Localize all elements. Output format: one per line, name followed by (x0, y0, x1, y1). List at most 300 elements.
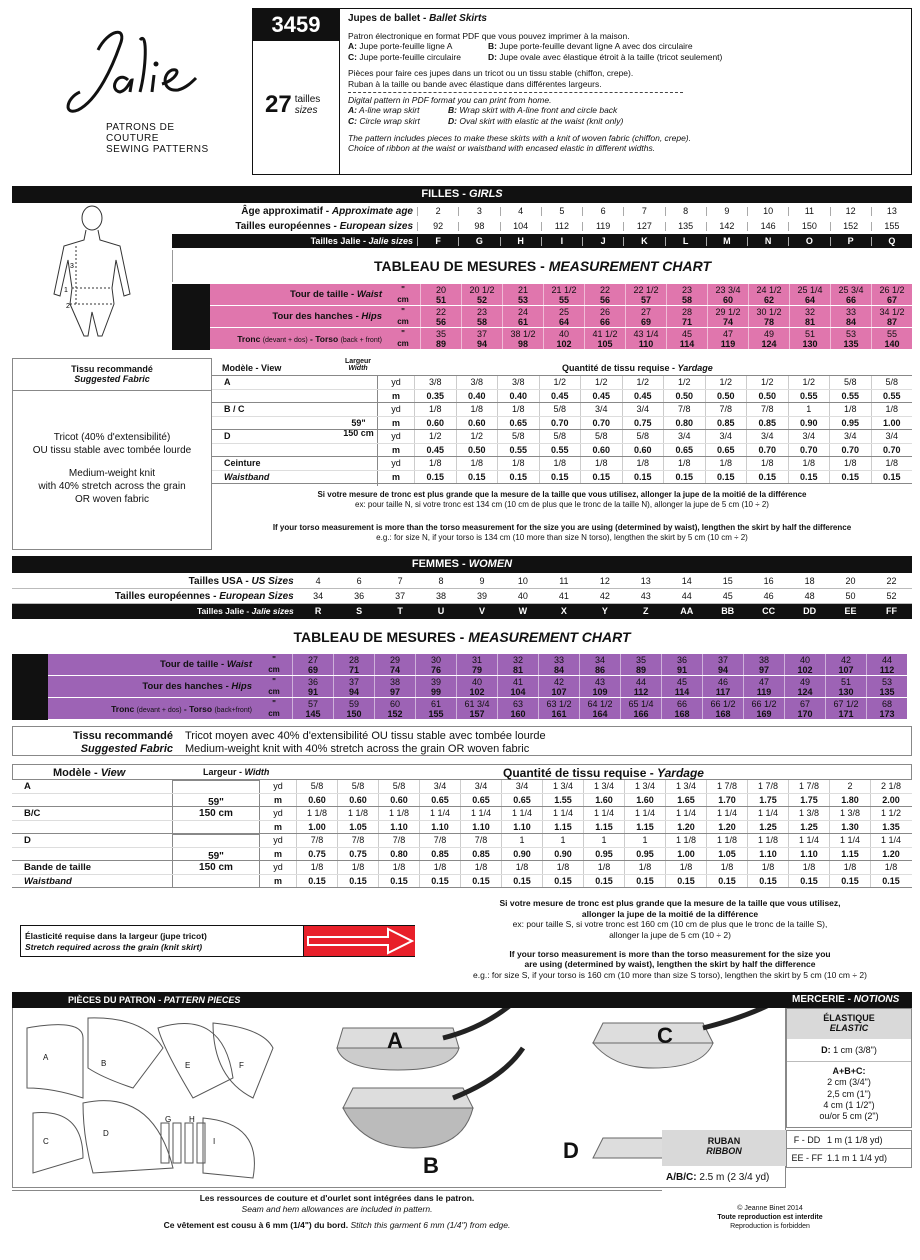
size-cell: 34 (313, 591, 324, 601)
yardage-cell: 2 1/8 (870, 780, 911, 793)
yardage-cell: 3/4 (501, 780, 542, 793)
yardage-cell: 1 1/4 (788, 834, 829, 847)
yardage-cell: 1 3/4 (583, 780, 624, 793)
yardage-cell: 1 1/8 (706, 834, 747, 847)
yardage-cell: 0.45 (539, 390, 581, 403)
measurement-cell: 30 1/2 78 (748, 306, 789, 327)
sizes-count: 27 (265, 91, 292, 118)
size-cell: 48 (804, 591, 815, 601)
yardage-cell: 0.70 (788, 444, 830, 457)
size-cell: U (437, 606, 445, 616)
measurement-cell: 22 1/2 57 (625, 284, 666, 305)
yardage-cell: 0.15 (870, 875, 911, 888)
yardage-cell: 0.15 (580, 471, 622, 484)
yardage-cell: 1.60 (624, 794, 665, 807)
yardage-cell: 1/8 (747, 861, 788, 874)
measurement-row: Tronc (devant + dos) - Torso (back + front) " cm 35 89 37 94 38 1/2 98 40 102 41 1/2 105 43 1/4 110 45 114 47 119 49 124 51 130 53 135 55 140 (172, 328, 912, 350)
view-label (12, 848, 172, 861)
yardage-cell: 0.15 (296, 875, 337, 888)
measurement-cell: 25 1/4 64 (789, 284, 830, 305)
seam-note: Les ressources de couture et d'ourlet sont intégrées dans le patron. Seam and hem allowances are included in pattern. (12, 1190, 662, 1215)
size-cell: L (665, 237, 706, 246)
yardage-cell: 1 1/8 (296, 807, 337, 820)
yardage-cell: 1/8 (665, 861, 706, 874)
yardage-cell: 1.20 (870, 848, 911, 861)
yardage-cell: 1 1/8 (378, 807, 419, 820)
yardage-cell: 0.35 (414, 390, 456, 403)
yardage-cell: 0.80 (663, 417, 705, 430)
yardage-cell: 1/8 (296, 861, 337, 874)
yardage-cell: 1/2 (539, 376, 581, 389)
size-cell: 11 (559, 576, 569, 586)
yardage-cell: 1/8 (419, 861, 460, 874)
yardage-cell: 1 (788, 403, 830, 416)
yardage-cell: 0.85 (460, 848, 501, 861)
yardage-cell: 0.15 (705, 471, 747, 484)
yardage-cell: 1/8 (829, 457, 871, 470)
measurement-cell: 45 114 (666, 328, 707, 349)
measurement-cell: 63 160 (497, 698, 538, 719)
yardage-cell: 0.55 (871, 390, 913, 403)
yardage-cell: 3/4 (705, 430, 747, 443)
size-cell: 9 (479, 576, 485, 586)
girls-fabric-box: Tissu recommandé Suggested Fabric Tricot (40% d'extensibilité) OU tissu stable avec tombée lourde Medium-weight knit with 40% stretch across the grain OR woven fabric (12, 358, 212, 550)
girls-bar: FILLES - GIRLS (12, 186, 912, 203)
measurement-cell: 20 51 (420, 284, 461, 305)
size-cell: 50 (845, 591, 856, 601)
size-cell: T (397, 606, 403, 616)
size-cell: 36 (354, 591, 365, 601)
measurement-cell: 42 107 (538, 676, 579, 697)
yardage-cell: 0.70 (871, 444, 913, 457)
title-en: Ballet Skirts (429, 13, 487, 24)
yardage-cell: 0.70 (580, 417, 622, 430)
yardage-cell: 1/8 (583, 861, 624, 874)
women-width-2: 59" 150 cm (172, 834, 260, 888)
yardage-cell: 1.15 (829, 848, 870, 861)
yardage-cell: 1 3/4 (542, 780, 583, 793)
yardage-cell: 1 3/8 (829, 807, 870, 820)
view-label: Bande de taille (24, 862, 92, 873)
yardage-cell: 1/8 (829, 403, 871, 416)
yardage-cell: 7/8 (705, 403, 747, 416)
size-cell: 18 (804, 576, 815, 586)
size-cell: 112 (541, 222, 582, 231)
yardage-cell: 1 (583, 834, 624, 847)
stretch-arrow-icon (303, 926, 415, 956)
desc-en-2: The pattern includes pieces to make these skirts with a knit of woven fabric (chiffon, crepe). (348, 132, 691, 143)
size-cell: O (788, 237, 829, 246)
measurement-cell: 36 91 (661, 654, 702, 675)
measurement-cell: 60 152 (374, 698, 415, 719)
yardage-cell: 0.90 (542, 848, 583, 861)
yardage-cell: 0.15 (829, 875, 870, 888)
yardage-cell: 0.55 (497, 444, 539, 457)
yardage-cell: 1.10 (747, 848, 788, 861)
size-cell: 43 (640, 591, 651, 601)
size-cell: 22 (886, 576, 897, 586)
desc-en-3: Choice of ribbon at the waist or waistband with encased elastic in different widths. (348, 143, 656, 154)
yardage-cell: 0.50 (705, 390, 747, 403)
yardage-cell: 0.60 (580, 444, 622, 457)
measurement-cell: 24 61 (502, 306, 543, 327)
measurement-cell: 66 1/2 169 (743, 698, 784, 719)
yardage-cell: 5/8 (622, 430, 664, 443)
yardage-cell: 1.10 (460, 821, 501, 834)
view-label: Waistband (24, 875, 72, 887)
measurement-cell: 39 99 (415, 676, 456, 697)
size-cell: M (706, 237, 747, 246)
svg-text:D: D (563, 1138, 579, 1163)
yardage-cell: 0.15 (747, 875, 788, 888)
measurement-cell: 23 3/4 60 (707, 284, 748, 305)
girls-width-cell: 59" 150 cm (340, 376, 378, 486)
svg-text:B: B (423, 1153, 439, 1178)
yardage-cell: 1 1/4 (829, 834, 870, 847)
yardage-cell: 1/2 (705, 376, 747, 389)
size-cell: 52 (886, 591, 897, 601)
size-cell: 152 (830, 222, 871, 231)
yardage-row: B/C yd 1 1/8 1 1/8 1 1/8 1 1/4 1 1/4 1 1/4 1 1/4 1 1/4 1 1/4 1 1/4 1 1/4 1 1/4 1 3/8 1 3/8 1 1/2 (12, 807, 912, 821)
girls-ages (417, 204, 912, 219)
pieces-bar: PIÈCES DU PATRON - PATTERN PIECES MERCERIE - NOTIONS (12, 992, 912, 1008)
measurement-cell: 27 69 (292, 654, 333, 675)
yardage-cell: 1.75 (747, 794, 788, 807)
view-label (12, 794, 172, 807)
measurement-cell: 28 71 (333, 654, 374, 675)
size-cell: 3 (458, 207, 499, 216)
yardage-cell: 1.15 (624, 821, 665, 834)
measurement-cell: 51 130 (825, 676, 866, 697)
girl-figure (14, 204, 172, 350)
yardage-cell: 1/2 (456, 430, 498, 443)
yardage-cell: 1 1/4 (501, 807, 542, 820)
size-cell: 13 (640, 576, 651, 586)
yardage-cell: 0.55 (539, 444, 581, 457)
measurement-cell: 44 112 (866, 654, 907, 675)
size-cell: V (478, 606, 485, 616)
measurement-cell: 25 3/4 66 (830, 284, 871, 305)
size-cell: 38 (436, 591, 447, 601)
size-cell: 4 (500, 207, 541, 216)
girls-yardage (212, 376, 912, 484)
yardage-cell: 1/8 (414, 403, 456, 416)
measurement-cell: 21 53 (502, 284, 543, 305)
girls-size-table: Âge approximatif - Approximate age 2 3 4 5 6 7 8 9 10 11 12 13 Tailles européennes - European sizes 92 98 104 112 119 127 135 142 146 150 152 155 Tailles Jalie - Jalie sizes F G H I J K L M N O P Q (172, 204, 912, 248)
row-label: Tour de taille - Waist (48, 654, 256, 675)
size-cell: 20 (845, 576, 856, 586)
size-cell: 42 (599, 591, 610, 601)
size-cell: Z (643, 606, 649, 616)
yardage-cell: 0.15 (501, 875, 542, 888)
svg-text:3: 3 (70, 263, 74, 270)
svg-text:1: 1 (64, 287, 68, 294)
view-label (212, 417, 340, 430)
svg-text:I: I (213, 1137, 216, 1146)
yardage-cell: 5/8 (296, 780, 337, 793)
yardage-cell: 1/2 (622, 376, 664, 389)
yardage-cell: 0.95 (829, 417, 871, 430)
measurement-cell: 28 71 (666, 306, 707, 327)
measurement-cell: 53 135 (830, 328, 871, 349)
yardage-cell: 0.95 (583, 848, 624, 861)
size-cell: 146 (747, 222, 788, 231)
size-cell: 15 (722, 576, 733, 586)
women-bar: FEMMES - WOMEN (12, 556, 912, 573)
yardage-cell: 0.50 (746, 390, 788, 403)
size-cell: 150 (788, 222, 829, 231)
yardage-cell: 7/8 (663, 403, 705, 416)
measurement-cell: 35 89 (420, 328, 461, 349)
size-cell: 7 (623, 207, 664, 216)
notions-elastic: ÉLASTIQUE ELASTIC D: 1 cm (3/8") A+B+C: 2 cm (3/4") 2,5 cm (1") 4 cm (1 1/2") ou/or 5 cm (2") (786, 1008, 912, 1128)
women-size-table (12, 574, 912, 619)
yardage-cell: 1/2 (663, 376, 705, 389)
yardage-cell: 5/8 (378, 780, 419, 793)
measurement-cell: 51 130 (789, 328, 830, 349)
yardage-cell: 0.15 (871, 471, 913, 484)
yardage-cell: 1/8 (414, 457, 456, 470)
yardage-cell: 0.15 (419, 875, 460, 888)
size-cell: BB (721, 606, 735, 616)
size-cell: S (356, 606, 363, 616)
yardage-cell: 5/8 (580, 430, 622, 443)
logo (58, 20, 228, 155)
girls-number-col (172, 284, 210, 350)
yardage-cell: 0.15 (622, 471, 664, 484)
yardage-cell: 1.15 (583, 821, 624, 834)
yardage-cell: 0.85 (419, 848, 460, 861)
yardage-cell: 0.85 (746, 417, 788, 430)
size-cell: EE (844, 606, 857, 616)
row-label: Tour de taille - Waist (210, 284, 386, 305)
measurement-cell: 21 1/2 55 (543, 284, 584, 305)
yardage-cell: 1/8 (460, 861, 501, 874)
yardage-cell: 0.70 (829, 444, 871, 457)
measurement-row: Tour des hanches - Hips " cm 22 56 23 58 24 61 25 64 26 66 27 69 28 71 29 1/2 74 30 1/2 78 32 81 33 84 34 1/2 87 (172, 306, 912, 328)
yardage-cell: 1/8 (788, 861, 829, 874)
stretch-box: Élasticité requise dans la largeur (jupe tricot) Stretch required across the grain (knit skirt) (20, 925, 415, 957)
yardage-cell: 1.30 (829, 821, 870, 834)
women-note: Si votre mesure de tronc est plus grande que la mesure de la taille que vous utilisez, allonger la jupe de la moitié de la différence ex: pour taille S, si votre tronc est 160 cm (10 cm de plus que le tronc de la taille S), allonger la jupe de 5 cm (10 ÷ 2) If your torso measurement is more than the torso measurement for the size you are using (determined by waist), lengthen the skirt by half the difference e.g.: for size S, if your torso is 160 cm (10 more than size S torso), lengthen the skirt by 5 cm (10 cm ÷ 2) (473, 898, 867, 980)
size-cell: 11 (788, 207, 829, 216)
yardage-cell: 0.60 (337, 794, 378, 807)
measurement-row: Tour des hanches - Hips " cm 36 91 37 94 38 97 39 99 40 102 41 104 42 107 43 109 44 112 45 114 46 117 47 119 49 124 51 130 53 135 (12, 676, 912, 698)
size-cell: 10 (747, 207, 788, 216)
pattern-number-box (252, 8, 340, 175)
measurement-cell: 40 102 (456, 676, 497, 697)
size-cell: J (582, 237, 623, 246)
size-cell: 5 (541, 207, 582, 216)
measurement-cell: 23 58 (461, 306, 502, 327)
measurement-cell: 64 1/2 164 (579, 698, 620, 719)
women-chart-title: TABLEAU DE MESURES - MEASUREMENT CHART (293, 629, 631, 645)
measurement-cell: 61 3/4 157 (456, 698, 497, 719)
yardage-cell: 1 1/4 (542, 807, 583, 820)
yardage-cell: 1/8 (871, 403, 913, 416)
measurement-cell: 32 81 (789, 306, 830, 327)
yardage-cell: 0.60 (378, 794, 419, 807)
measurement-cell: 37 94 (333, 676, 374, 697)
yardage-cell: 1.10 (378, 821, 419, 834)
svg-text:E: E (185, 1061, 191, 1070)
view-label: D (24, 835, 31, 846)
measurement-cell: 30 76 (415, 654, 456, 675)
yardage-cell: 1 1/4 (624, 807, 665, 820)
yardage-cell: 3/4 (460, 780, 501, 793)
size-cell: K (623, 237, 664, 246)
women-size-row: Tailles européennes - European Sizes 34 36 37 38 39 40 41 42 43 44 45 46 48 50 52 (12, 589, 912, 604)
size-cell: 92 (417, 222, 458, 231)
measurement-cell: 22 56 (420, 306, 461, 327)
yardage-cell: 1.70 (706, 794, 747, 807)
size-cell: 37 (395, 591, 406, 601)
yardage-cell: 1.20 (706, 821, 747, 834)
yardage-cell: 1/8 (501, 861, 542, 874)
yardage-cell: 1 (542, 834, 583, 847)
size-cell: 13 (871, 207, 912, 216)
yardage-cell: 5/8 (497, 430, 539, 443)
yardage-cell: 0.15 (665, 875, 706, 888)
measurement-cell: 22 56 (584, 284, 625, 305)
measurement-cell: 47 119 (743, 676, 784, 697)
yardage-cell: 0.75 (622, 417, 664, 430)
size-cell: 45 (722, 591, 733, 601)
row-label: Tronc (devant + dos) - Torso (back + front) (210, 328, 386, 349)
yardage-cell: 1 3/4 (624, 780, 665, 793)
women-number-col (12, 654, 48, 720)
svg-text:A: A (387, 1028, 403, 1053)
yardage-cell: 5/8 (829, 376, 871, 389)
size-cell: 6 (582, 207, 623, 216)
yardage-cell: 1/8 (622, 457, 664, 470)
yardage-cell: 5/8 (539, 430, 581, 443)
size-cell: 7 (397, 576, 403, 586)
measurement-cell: 26 66 (584, 306, 625, 327)
measurement-cell: 68 173 (866, 698, 907, 719)
yardage-cell: 1/8 (870, 861, 911, 874)
measurement-cell: 66 168 (661, 698, 702, 719)
measurement-cell: 47 119 (707, 328, 748, 349)
size-cell: H (500, 237, 541, 246)
yardage-cell: 1/8 (705, 457, 747, 470)
yardage-cell: 7/8 (419, 834, 460, 847)
measurement-cell: 40 102 (784, 654, 825, 675)
yardage-cell: 1/8 (539, 457, 581, 470)
yardage-cell: 0.15 (746, 471, 788, 484)
stitch-note: Ce vêtement est cousu à 6 mm (1/4") du bord. Stitch this garment 6 mm (1/4") from edge. (163, 1220, 511, 1230)
yardage-cell: 1.55 (542, 794, 583, 807)
yardage-cell: 1/2 (788, 376, 830, 389)
yardage-cell: 0.65 (497, 417, 539, 430)
yardage-row: B / C yd 1/8 1/8 1/8 5/8 3/4 3/4 7/8 7/8 7/8 1 1/8 1/8 (212, 403, 912, 417)
yardage-cell: 1/8 (871, 457, 913, 470)
yardage-cell: 0.45 (580, 390, 622, 403)
view-label: A (224, 377, 231, 387)
view-label: Ceinture (224, 458, 261, 468)
size-cell: 12 (830, 207, 871, 216)
yardage-cell: 0.60 (456, 417, 498, 430)
yardage-cell: 0.15 (542, 875, 583, 888)
yardage-cell: 0.45 (622, 390, 664, 403)
measurement-cell: 41 104 (497, 676, 538, 697)
yardage-cell: 0.55 (788, 390, 830, 403)
yardage-cell: 1/2 (580, 376, 622, 389)
yardage-cell: 0.15 (624, 875, 665, 888)
size-cell: 41 (558, 591, 569, 601)
measurement-cell: 38 97 (374, 676, 415, 697)
view-label (12, 821, 172, 834)
yardage-cell: 1.75 (788, 794, 829, 807)
size-cell: 46 (763, 591, 774, 601)
measurement-cell: 61 155 (415, 698, 456, 719)
yardage-cell: 1.20 (665, 821, 706, 834)
women-size-row: Tailles Jalie - Jalie sizes R S T U V W X Y Z AA BB CC DD EE FF (12, 604, 912, 619)
measurement-cell: 34 86 (579, 654, 620, 675)
yardage-cell: 0.15 (706, 875, 747, 888)
yardage-cell: 1/8 (663, 457, 705, 470)
yardage-cell: 5/8 (539, 403, 581, 416)
jalie-logo-icon (58, 20, 228, 120)
size-cell: DD (803, 606, 817, 616)
measurement-cell: 59 150 (333, 698, 374, 719)
yardage-row: m 0.45 0.50 0.55 0.55 0.60 0.60 0.65 0.65 0.70 0.70 0.70 0.70 (212, 444, 912, 458)
yardage-cell: 0.65 (663, 444, 705, 457)
yardage-cell: 0.15 (460, 875, 501, 888)
yardage-row: Bande de taille yd 1/8 1/8 1/8 1/8 1/8 1/8 1/8 1/8 1/8 1/8 1/8 1/8 1/8 1/8 1/8 (12, 861, 912, 875)
yardage-cell: 0.15 (337, 875, 378, 888)
yardage-row: m 0.35 0.40 0.40 0.45 0.45 0.45 0.50 0.50 0.50 0.55 0.55 0.55 (212, 390, 912, 404)
yardage-cell: 1/8 (746, 457, 788, 470)
size-cell: 119 (582, 222, 623, 231)
size-cell: FF (886, 606, 897, 616)
size-cell: 16 (763, 576, 774, 586)
yardage-cell: 1 (624, 834, 665, 847)
measurement-cell: 65 1/4 166 (620, 698, 661, 719)
yardage-cell: 7/8 (746, 403, 788, 416)
yardage-cell: 3/4 (829, 430, 871, 443)
measurement-cell: 38 97 (743, 654, 784, 675)
yardage-cell: 1/8 (456, 403, 498, 416)
measurement-cell: 23 58 (666, 284, 707, 305)
yardage-cell: 1.05 (706, 848, 747, 861)
size-cell: 39 (476, 591, 487, 601)
yardage-row: A yd 3/8 3/8 3/8 1/2 1/2 1/2 1/2 1/2 1/2 1/2 5/8 5/8 (212, 376, 912, 390)
yardage-cell: 0.45 (414, 444, 456, 457)
size-cell: 4 (315, 576, 321, 586)
row-label: Tronc (devant + dos) - Torso (back+front) (48, 698, 256, 719)
yardage-cell: 1.65 (665, 794, 706, 807)
yardage-cell: 1 3/4 (665, 780, 706, 793)
yardage-cell: 1.60 (583, 794, 624, 807)
yardage-cell: 1 (501, 834, 542, 847)
svg-text:C: C (657, 1023, 673, 1048)
size-cell: Y (601, 606, 608, 616)
yardage-cell: 1.15 (542, 821, 583, 834)
measurement-cell: 43 109 (579, 676, 620, 697)
measurement-cell: 24 1/2 62 (748, 284, 789, 305)
yardage-cell: 3/4 (622, 403, 664, 416)
yardage-cell: 1/8 (829, 861, 870, 874)
measurement-cell: 27 69 (625, 306, 666, 327)
yardage-cell: 3/8 (497, 376, 539, 389)
yardage-cell: 1 1/4 (665, 807, 706, 820)
brand-line2: SEWING PATTERNS (106, 144, 209, 155)
view-label: B/C (24, 808, 41, 819)
women-yardage (12, 780, 912, 888)
title-fr: Jupes de ballet (348, 13, 421, 24)
size-cell: 44 (681, 591, 692, 601)
